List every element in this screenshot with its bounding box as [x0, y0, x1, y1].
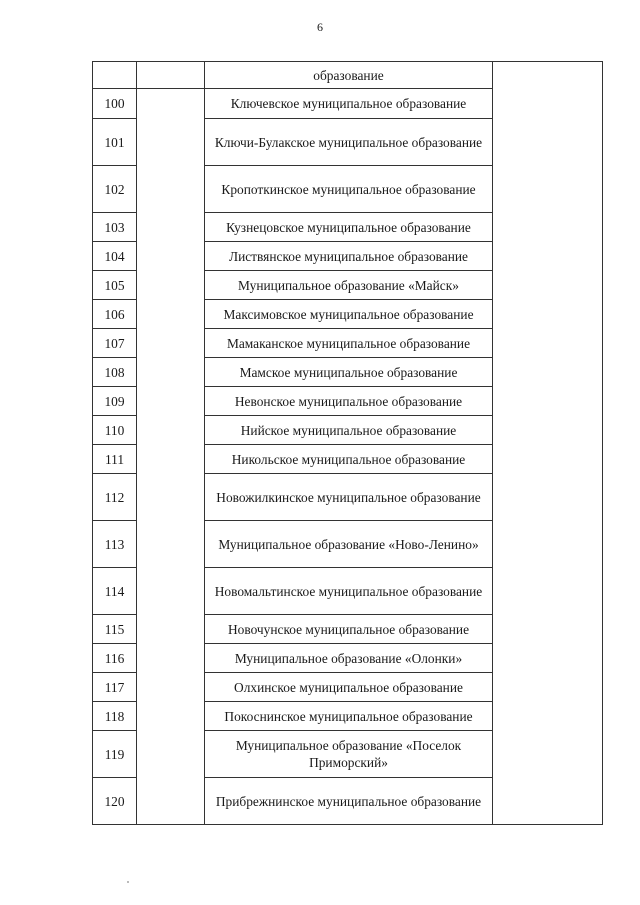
municipality-name-cell: Муниципальное образование «Майск» — [205, 271, 493, 300]
row-number-cell — [93, 62, 137, 89]
municipality-name-cell: Муниципальное образование «Ново-Ленино» — [205, 521, 493, 568]
municipality-name-cell: образование — [205, 62, 493, 89]
table-row-continued — [93, 62, 603, 89]
row-number-cell: 108 — [93, 358, 137, 387]
row-number-cell: 106 — [93, 300, 137, 329]
municipality-name-cell: Максимовское муниципальное образование — [205, 300, 493, 329]
municipality-name-cell: Невонское муниципальное образование — [205, 387, 493, 416]
row-number-cell: 114 — [93, 568, 137, 615]
row-number-cell: 112 — [93, 474, 137, 521]
scan-mark — [127, 881, 129, 883]
row-number-cell: 115 — [93, 615, 137, 644]
row-number-cell: 105 — [93, 271, 137, 300]
municipality-name-cell: Кропоткинское муниципальное образование — [205, 166, 493, 213]
row-number-cell: 117 — [93, 673, 137, 702]
row-number-cell: 111 — [93, 445, 137, 474]
municipality-name-cell: Покоснинское муниципальное образование — [205, 702, 493, 731]
blank-cell — [137, 89, 205, 825]
row-number-cell: 104 — [93, 242, 137, 271]
municipality-name-cell: Новочунское муниципальное образование — [205, 615, 493, 644]
row-number-cell: 100 — [93, 89, 137, 119]
municipality-name-cell: Новомальтинское муниципальное образование — [205, 568, 493, 615]
blank-cell — [137, 62, 205, 89]
municipality-name-cell: Ключи-Булакское муниципальное образование — [205, 119, 493, 166]
municipality-name-cell: Никольское муниципальное образование — [205, 445, 493, 474]
row-number-cell: 103 — [93, 213, 137, 242]
municipality-name-cell: Ключевское муниципальное образование — [205, 89, 493, 119]
row-number-cell: 107 — [93, 329, 137, 358]
municipality-name-cell: Муниципальное образование «Поселок Приморский» — [205, 731, 493, 778]
municipality-name-cell: Новожилкинское муниципальное образование — [205, 474, 493, 521]
municipality-name-cell: Муниципальное образование «Олонки» — [205, 644, 493, 673]
row-number-cell: 120 — [93, 778, 137, 825]
extra-cell — [493, 62, 603, 825]
row-number-cell: 109 — [93, 387, 137, 416]
municipality-name-cell: Олхинское муниципальное образование — [205, 673, 493, 702]
municipality-name-cell: Листвянское муниципальное образование — [205, 242, 493, 271]
row-number-cell: 118 — [93, 702, 137, 731]
municipality-name-cell: Мамаканское муниципальное образование — [205, 329, 493, 358]
municipality-name-cell: Кузнецовское муниципальное образование — [205, 213, 493, 242]
row-number-cell: 110 — [93, 416, 137, 445]
row-number-cell: 119 — [93, 731, 137, 778]
row-number-cell: 101 — [93, 119, 137, 166]
municipality-name-cell: Прибрежнинское муниципальное образование — [205, 778, 493, 825]
row-number-cell: 113 — [93, 521, 137, 568]
row-number-cell: 102 — [93, 166, 137, 213]
municipalities-table — [92, 61, 603, 825]
page-number: 6 — [317, 20, 323, 34]
row-number-cell: 116 — [93, 644, 137, 673]
municipality-name-cell: Нийское муниципальное образование — [205, 416, 493, 445]
municipality-name-cell: Мамское муниципальное образование — [205, 358, 493, 387]
